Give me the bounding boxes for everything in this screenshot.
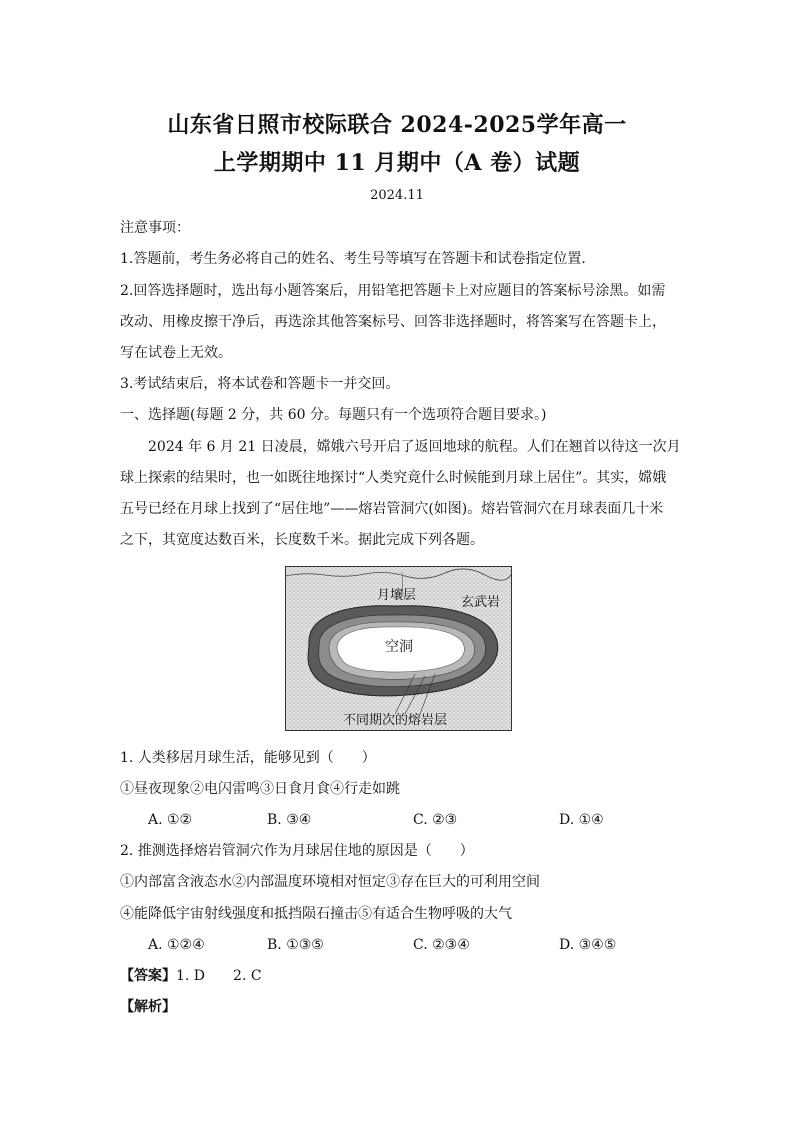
q1-option-c: C. ②③ bbox=[413, 812, 458, 828]
label-cave: 空洞 bbox=[385, 639, 413, 655]
answer-text: 1. D 2. C bbox=[176, 968, 262, 984]
answer-line bbox=[120, 966, 262, 986]
label-basalt: 玄武岩 bbox=[461, 595, 501, 610]
title-line-2: 上学期期中 11 月期中（A 卷）试题 bbox=[213, 150, 581, 176]
q2-option-c: C. ②③④ bbox=[413, 937, 470, 953]
notes-heading: 注意事项： bbox=[120, 220, 190, 236]
note-item-1: 1.答题前，考生务必将自己的姓名、考生号等填写在答题卡和试卷指定位置. bbox=[120, 251, 586, 267]
passage-line-3: 五号已经在月球上找到了“居住地”——熔岩管洞穴(如图)。熔岩管洞穴在月球表面几十米 bbox=[120, 501, 664, 517]
passage-line-4: 之下，其宽度达数百米，长度数千米。据此完成下列各题。 bbox=[120, 532, 484, 548]
note-item-2-line-1: 2.回答选择题时，选出每小题答案后，用铅笔把答题卡上对应题目的答案标号涂黑。如需 bbox=[120, 283, 666, 299]
q2-items-line-1: ①内部富含液态水②内部温度环境相对恒定③存在巨大的可利用空间 bbox=[120, 874, 540, 890]
lava-tube-figure bbox=[285, 566, 512, 731]
q2-items-line-2: ④能降低宇宙射线强度和抵挡陨石撞击⑤有适合生物呼吸的大气 bbox=[120, 906, 512, 922]
note-item-3: 3.考试结束后，将本试卷和答题卡一并交回。 bbox=[120, 376, 400, 392]
q1-option-d: D. ①④ bbox=[559, 812, 604, 828]
section-heading: 一、选择题(每题 2 分，共 60 分。每题只有一个选项符合题目要求。) bbox=[120, 407, 547, 423]
title-line-1: 山东省日照市校际联合 2024-2025学年高一 bbox=[167, 112, 627, 138]
passage-line-1: 2024 年 6 月 21 日凌晨，嫦娥六号开启了返回地球的航程。人们在翘首以待这一次月 bbox=[148, 439, 681, 455]
q2-option-b: B. ①③⑤ bbox=[267, 937, 324, 953]
q1-items: ①昼夜现象②电闪雷鸣③日食月食④行走如跳 bbox=[120, 781, 400, 797]
answer-label: 【答案】 bbox=[120, 968, 176, 984]
q1-stem: 1. 人类移居月球生活，能够见到（ ） bbox=[120, 750, 376, 766]
note-item-2-line-3: 写在试卷上无效。 bbox=[120, 345, 232, 361]
q2-option-d: D. ③④⑤ bbox=[559, 937, 617, 953]
passage-line-2: 球上探索的结果时，也一如既往地探讨“人类究竟什么时候能到月球上居住”。其实，嫦娥 bbox=[120, 470, 667, 486]
label-lava-layers: 不同期次的熔岩层 bbox=[343, 713, 448, 728]
q1-option-a: A. ①② bbox=[148, 812, 193, 828]
q2-stem: 2. 推测选择熔岩管洞穴作为月球居住地的原因是（ ） bbox=[120, 843, 474, 859]
q2-option-a: A. ①②④ bbox=[148, 937, 205, 953]
note-item-2-line-2: 改动、用橡皮擦干净后，再选涂其他答案标号、回答非选择题时，将答案写在答题卡上， bbox=[120, 314, 666, 330]
exam-date: 2024.11 bbox=[370, 188, 424, 203]
label-regolith: 月壤层 bbox=[377, 588, 417, 603]
q1-option-b: B. ③④ bbox=[267, 812, 312, 828]
analysis-label: 【解析】 bbox=[120, 999, 176, 1015]
